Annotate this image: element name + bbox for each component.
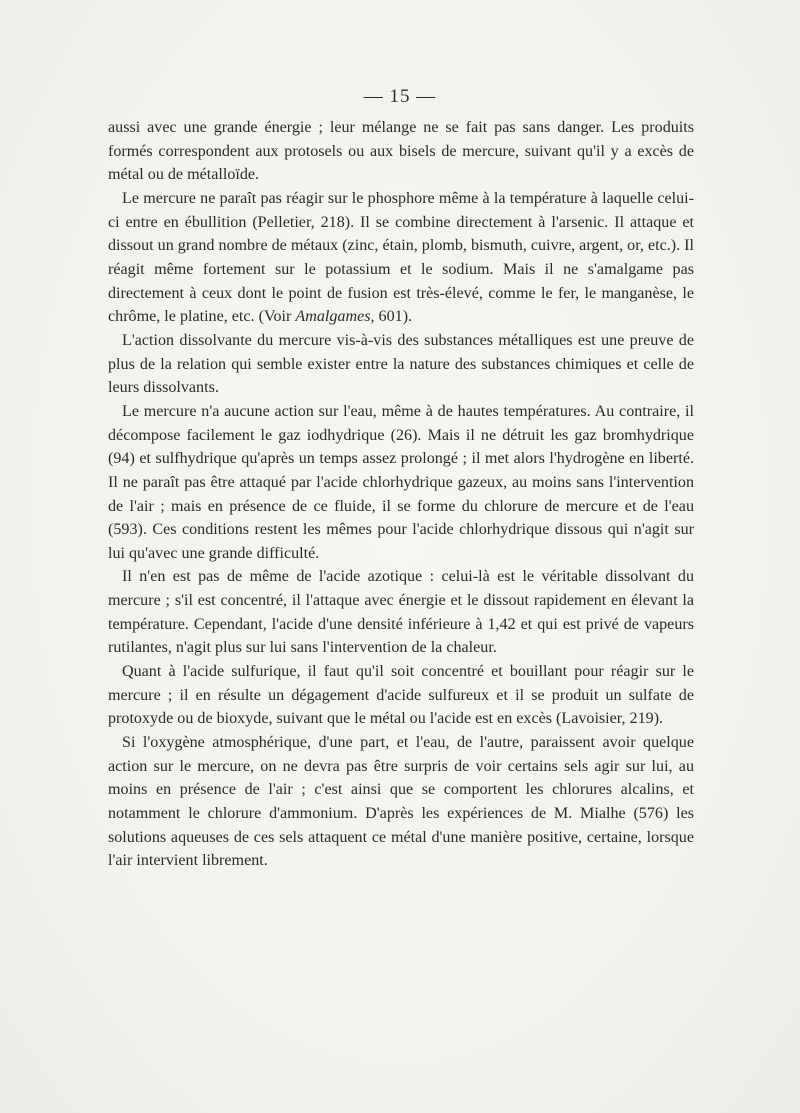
paragraph-text: Il n'en est pas de même de l'acide azotique : celui-là est le véritable dissolvant du mercure ; s'il est concentré, il l'attaque avec énergie et le dissout rapidement en élevant la température. Cependant, l'acide d'une densité inférieure à 1,42 et qui est privé de vapeurs rutilantes, n'agit plus sur lui sans l'intervention de la chaleur. [108, 568, 694, 657]
italic-reference: Amalgames [295, 308, 371, 326]
paragraph-text: Le mercure ne paraît pas réagir sur le phosphore même à la température à laquelle celui-ci entre en ébullition (Pelletier, 218). Il se combine directement à l'arsenic. Il attaque et dissout un grand nombre de métaux (zinc, étain, plomb, bismuth, cuivre, argent, or, etc.). Il réagit même fortement sur le potassium et le sodium. Mais il ne s'amalgame pas directement à ceux dont le point de fusion est très-élevé, comme le fer, le manganèse, le chrôme, le platine, etc. (Voir [108, 189, 694, 326]
paragraph-text: , 601). [370, 308, 413, 326]
paragraph-text: Le mercure n'a aucune action sur l'eau, même à de hautes températures. Au contraire, il décompose facilement le gaz iodhydrique (26). Mais il ne détruit les gaz bromhydrique (94) et sulfhydrique qu'après un temps assez prolongé ; il met alors l'hydrogène en liberté. Il ne paraît pas être attaqué par l'acide chlorhydrique gazeux, au moins sans l'intervention de l'air ; mais en présence de ce fluide, il se forme du chlorure de mercure et de l'eau (593). Ces conditions restent les mêmes pour l'acide chlorhydrique dissous qui n'agit sur lui qu'avec une grande difficulté. [108, 402, 694, 562]
paragraph-text: Quant à l'acide sulfurique, il faut qu'il soit concentré et bouillant pour réagir sur le mercure ; il en résulte un dégagement d'acide sulfureux et il se produit un sulfate de protoxyde ou de bioxyde, suivant que le métal ou l'acide est en excès (Lavoisier, 219). [108, 663, 694, 728]
paragraph [108, 660, 694, 731]
paragraph-text: aussi avec une grande énergie ; leur mélange ne se fait pas sans danger. Les produits formés correspondent aux protosels ou aux bisels de mercure, suivant qu'il y a excès de métal ou de métalloïde. [108, 119, 694, 184]
paragraph-text: L'action dissolvante du mercure vis-à-vis des substances métalliques est une preuve de plus de la relation qui semble exister entre la nature des substances chimiques et celle de leurs dissolvants. [108, 331, 694, 397]
paragraph [108, 329, 694, 400]
paragraph [108, 187, 694, 329]
text-body [108, 116, 694, 873]
paragraph [108, 400, 694, 566]
page-number: — 15 — [363, 86, 437, 107]
paragraph [108, 565, 694, 660]
paragraph-text: Si l'oxygène atmosphérique, d'une part, et l'eau, de l'autre, paraissent avoir quelque action sur le mercure, on ne devra pas être surpris de voir certains sels agir sur lui, au moins en présence de l'air ; c'est ainsi que se comportent les chlorures alcalins, et notamment le chlorure d'ammonium. D'après les expériences de M. Mialhe (576) les solutions aqueuses de ces sels attaquent ce métal d'une manière positive, certaine, lorsque l'air intervient librement. [108, 734, 694, 870]
paragraph [108, 731, 694, 873]
paragraph [108, 116, 694, 187]
